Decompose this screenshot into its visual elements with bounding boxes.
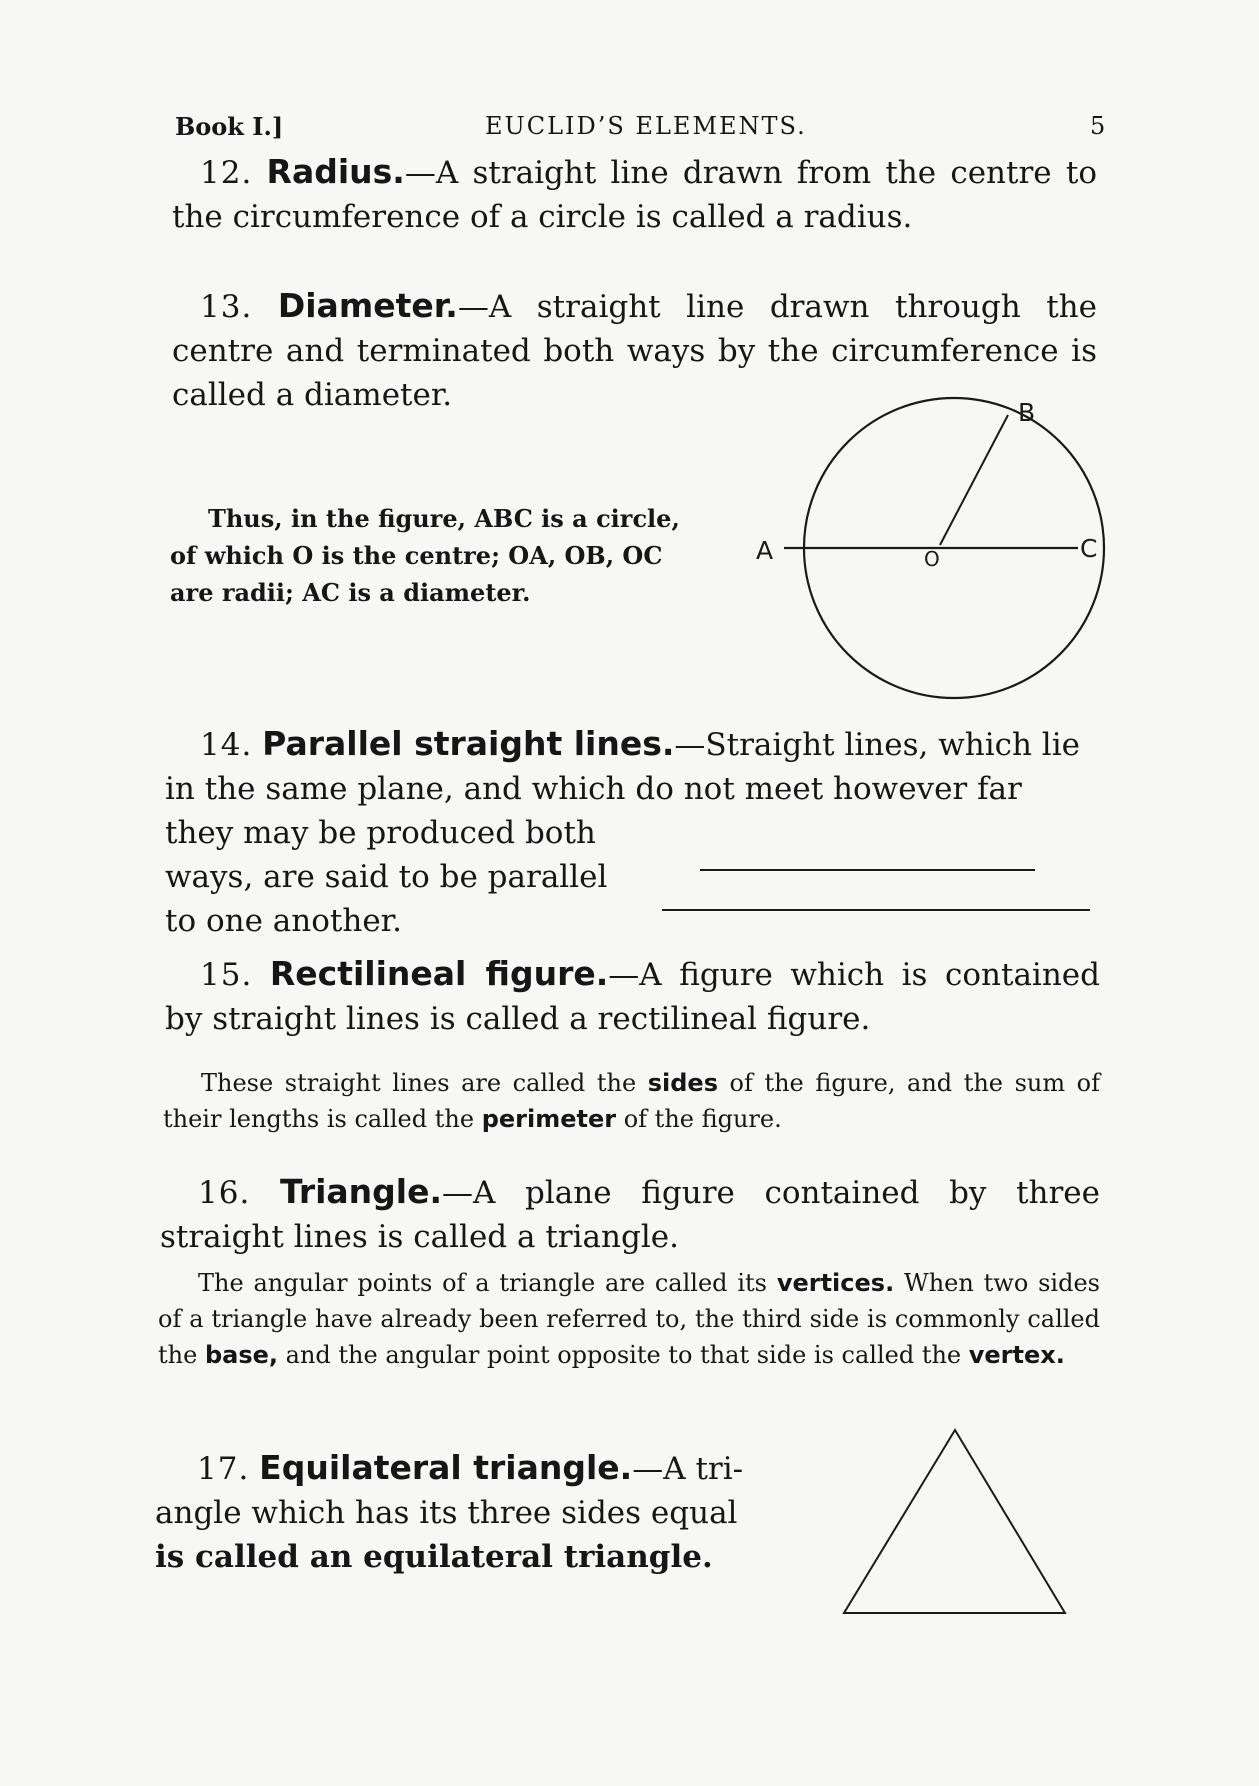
definition-term: Triangle.	[279, 1172, 443, 1211]
definition-16	[160, 1170, 1100, 1259]
definition-14-line-1	[165, 722, 1100, 767]
equilateral-triangle	[844, 1430, 1065, 1613]
definition-term: Rectilineal figure.	[269, 954, 609, 993]
definition-number: 15.	[200, 957, 253, 993]
label-a: A	[756, 536, 774, 565]
page-number: 5	[1090, 112, 1107, 140]
definition-number: 17.	[197, 1451, 250, 1487]
definition-number: 12.	[200, 155, 253, 191]
definition-17	[155, 1446, 785, 1579]
definition-14-line-4: ways, are said to be parallel	[165, 859, 608, 895]
definition-text: —A straight line drawn from the centre to the circumference of a circle is called a radius.	[172, 155, 1097, 235]
definition-14-line-5: to one another.	[165, 903, 402, 939]
definition-term: Parallel straight lines.	[262, 724, 675, 763]
definition-text: —A figure which is contained by straight lines is called a rectilineal figure.	[165, 957, 1100, 1037]
definition-number: 13.	[200, 289, 253, 325]
equilateral-triangle-figure	[840, 1425, 1070, 1625]
definition-17-line-3: is called an equilateral triangle.	[155, 1539, 713, 1575]
label-b: B	[1018, 398, 1036, 427]
header-title: EUCLID’S ELEMENTS.	[485, 112, 807, 140]
parallel-lines-figure	[660, 860, 1100, 920]
note-bold-term: sides	[647, 1069, 718, 1097]
definition-term: Diameter.	[277, 286, 458, 325]
definition-text: —Straight lines, which lie	[674, 727, 1080, 763]
definition-number: 16.	[198, 1175, 251, 1211]
definition-14-line-2: in the same plane, and which do not meet however far	[165, 771, 1022, 807]
note-text: These straight lines are called the	[201, 1069, 648, 1097]
note-text: of the figure.	[616, 1105, 782, 1133]
definition-17-line-2: angle which has its three sides equal	[155, 1495, 738, 1531]
definition-17-line-1	[155, 1446, 785, 1491]
label-o: O	[924, 547, 940, 571]
radius-ob	[940, 415, 1008, 545]
note-text: When two sides of a triangle have already been referred to, the third side is commonly called the	[158, 1269, 1100, 1369]
note-bold-term: base,	[204, 1341, 278, 1369]
note-bold-term: vertices.	[776, 1269, 895, 1297]
note-text: The angular points of a triangle are called its	[198, 1269, 777, 1297]
definition-text: —A straight line drawn through the centre and terminated both ways by the circumference is called a diameter.	[172, 289, 1097, 413]
definition-12	[172, 150, 1097, 239]
rectilineal-note	[163, 1065, 1100, 1137]
definition-number: 14.	[200, 727, 253, 763]
diameter-figure-caption: Thus, in the figure, ABC is a circle, of which O is the centre; OA, OB, OC are radii; AC is a diameter.	[170, 504, 680, 607]
definition-14-line-3: they may be produced both	[165, 815, 596, 851]
header-book: Book I.]	[175, 112, 284, 141]
definition-15	[165, 952, 1100, 1041]
triangle-note	[158, 1265, 1100, 1373]
definition-term: Equilateral triangle.	[259, 1448, 633, 1487]
definition-text: —A tri-	[632, 1451, 744, 1487]
note-bold-term: vertex.	[968, 1341, 1065, 1369]
label-c: C	[1080, 534, 1098, 563]
definition-text: —A plane figure contained by three straight lines is called a triangle.	[160, 1175, 1100, 1255]
definition-term: Radius.	[266, 152, 405, 191]
note-text: and the angular point opposite to that side is called the	[278, 1341, 969, 1369]
note-text: of the figure, and the sum of their lengths is called the	[163, 1069, 1100, 1133]
circle-figure	[740, 395, 1100, 705]
note-bold-term: perimeter	[481, 1105, 617, 1133]
